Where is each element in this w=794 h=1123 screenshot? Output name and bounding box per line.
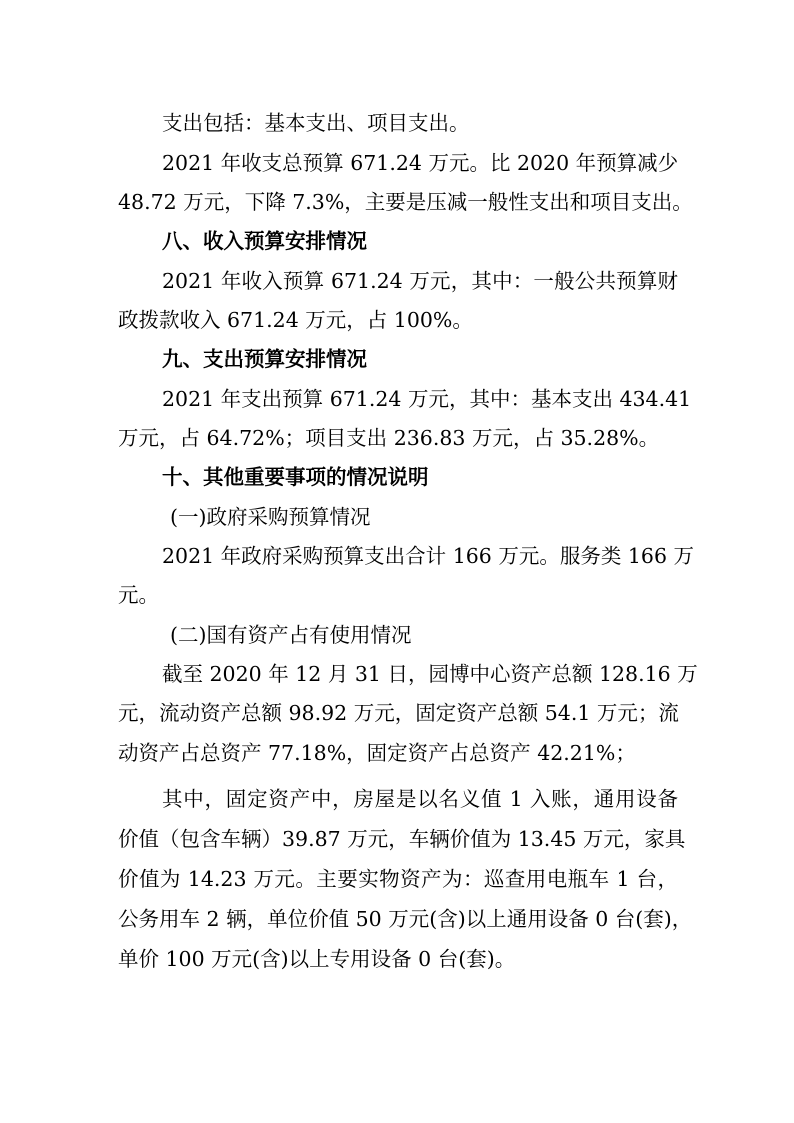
paragraph-line: 元。 [118, 583, 159, 607]
paragraph-line: 其中，固定资产中，房屋是以名义值 1 入账，通用设备 [162, 787, 678, 811]
paragraph-line: 价值为 14.23 万元。主要实物资产为：巡查用电瓶车 1 台， [118, 867, 678, 891]
section-heading: 十、其他重要事项的情况说明 [162, 465, 429, 489]
subsection-heading: (二)国有资产占有使用情况 [170, 623, 412, 647]
paragraph-line: 支出包括：基本支出、项目支出。 [162, 111, 470, 135]
paragraph-line: 万元，占 64.72%；项目支出 236.83 万元，占 35.28%。 [118, 426, 660, 450]
paragraph-line: 单价 100 万元(含)以上专用设备 0 台(套)。 [118, 947, 516, 971]
paragraph-line: 价值（包含车辆）39.87 万元，车辆价值为 13.45 万元，家具 [118, 827, 686, 851]
paragraph-line: 2021 年收入预算 671.24 万元，其中：一般公共预算财 [162, 269, 678, 293]
paragraph-line: 元，流动资产总额 98.92 万元，固定资产总额 54.1 万元；流 [118, 701, 679, 725]
paragraph-line: 48.72 万元，下降 7.3%，主要是压减一般性支出和项目支出。 [118, 190, 693, 214]
paragraph-line: 2021 年支出预算 671.24 万元，其中：基本支出 434.41 [162, 387, 692, 411]
paragraph-line: 公务用车 2 辆，单位价值 50 万元(含)以上通用设备 0 台(套)， [118, 907, 693, 931]
section-heading: 八、收入预算安排情况 [162, 229, 367, 253]
paragraph-line: 截至 2020 年 12 月 31 日，园博中心资产总额 128.16 万 [162, 662, 698, 686]
subsection-heading: (一)政府采购预算情况 [170, 505, 371, 529]
paragraph-line: 政拨款收入 671.24 万元，占 100%。 [118, 308, 473, 332]
section-heading: 九、支出预算安排情况 [162, 347, 367, 371]
paragraph-line: 2021 年收支总预算 671.24 万元。比 2020 年预算减少 [162, 151, 679, 175]
paragraph-line: 动资产占总资产 77.18%，固定资产占总资产 42.21%； [118, 741, 636, 765]
paragraph-line: 2021 年政府采购预算支出合计 166 万元。服务类 166 万 [162, 544, 695, 568]
